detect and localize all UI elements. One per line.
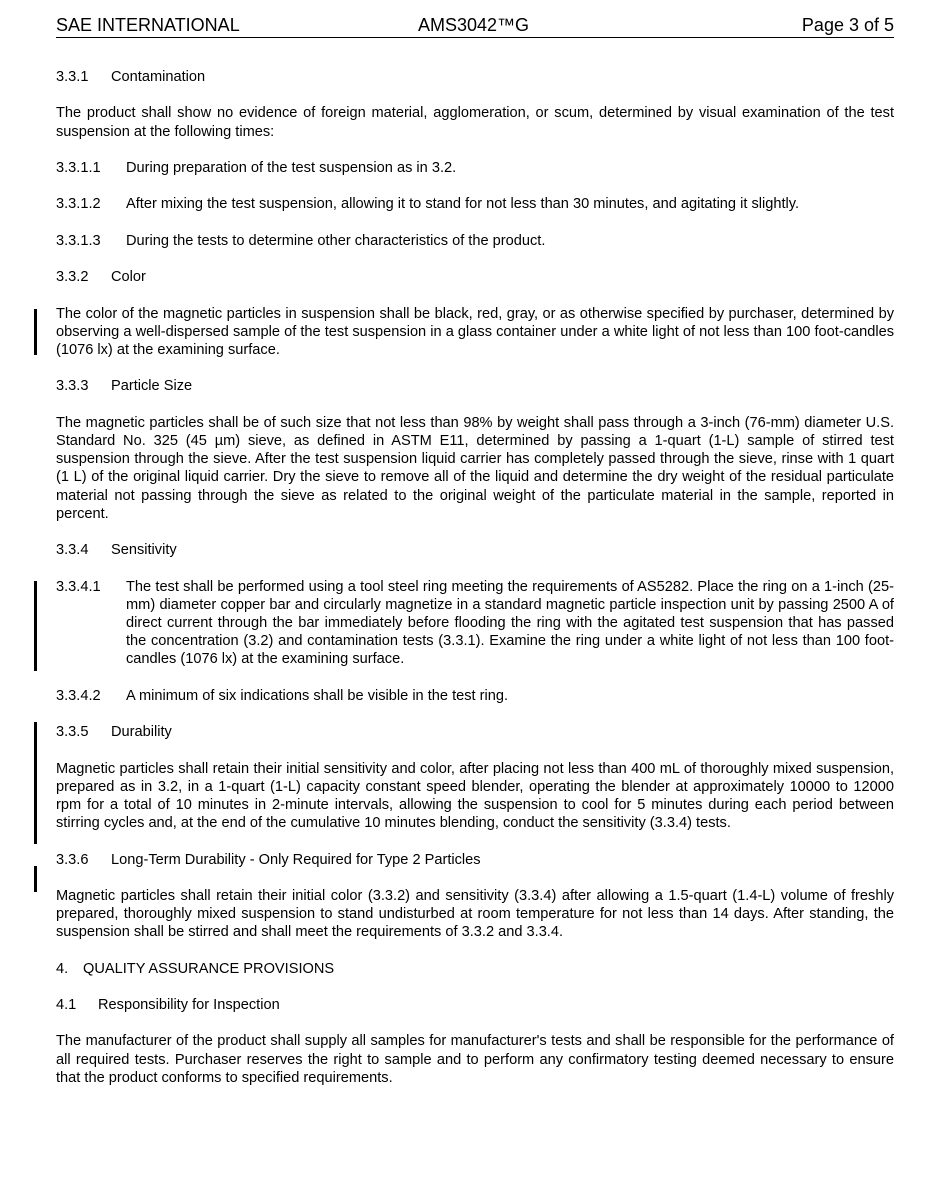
section-heading	[56, 377, 894, 395]
section-heading	[56, 268, 894, 286]
section-number: 4.1	[56, 997, 77, 1014]
list-item	[56, 687, 894, 705]
section-number: 3.3.6	[56, 851, 89, 868]
item-number: 3.3.4.2	[56, 687, 101, 704]
section-title: Responsibility for Inspection	[98, 997, 280, 1014]
section-title: Color	[111, 269, 146, 286]
section-heading	[56, 68, 894, 86]
paragraph: The magnetic particles shall be of such size that not less than 98% by weight shall pass through a 3-inch (76-mm) diameter U.S. Standard No. 325 (45 µm) sieve, as defined in ASTM E11, determined by passing a 1-quart (1-L) sample of stirred test suspension through the sieve. After the test suspension liquid carrier has completely passed through the sieve, rinse with 1 quart (1 L) of the original liquid carrier. Dry the sieve to remove all of the liquid and determine the dry weight of the residual particulate material not passing through the sieve as related to the original weight of the particulate material in the sample, reported in percent.	[56, 414, 894, 522]
section-title: Sensitivity	[111, 542, 177, 559]
section-title: Durability	[111, 724, 172, 741]
section-title: Contamination	[111, 69, 206, 85]
section-number: 3.3.3	[56, 378, 89, 395]
item-text: A minimum of six indications shall be visible in the test ring.	[126, 687, 509, 704]
section-title: Particle Size	[111, 378, 193, 395]
section-number: 4.	[56, 960, 69, 977]
page-header	[56, 15, 894, 38]
paragraph: The color of the magnetic particles in suspension shall be black, red, gray, or as otherwise specified by purchaser, determined by observing a well-dispersed sample of the test suspension in a glass container under a white light of not less than 100 foot-candles (1076 lx) at the examining surface.	[56, 305, 894, 358]
section-heading	[56, 851, 894, 869]
header-page-number: Page 3 of 5	[801, 15, 894, 35]
change-bar	[34, 309, 37, 355]
item-text: During the tests to determine other characteristics of the product.	[126, 232, 546, 249]
item-text: During preparation of the test suspension as in 3.2.	[126, 159, 457, 176]
list-item	[56, 195, 894, 213]
item-number: 3.3.4.1	[56, 578, 101, 595]
section-heading	[56, 996, 894, 1014]
paragraph: Magnetic particles shall retain their initial sensitivity and color, after placing not less than 400 mL of thoroughly mixed suspension, prepared as in 3.2, in a 1-quart (1-L) capacity constant speed blender, operating the blender at approximately 10000 to 12000 rpm for a total of 10 minutes in 2-minute intervals, allowing the suspension to cool for 5 minutes during each period between stirring cycles and, at the end of the cumulative 10 minutes blending, conduct the sensitivity (3.3.4) tests.	[56, 760, 894, 832]
header-org: SAE INTERNATIONAL	[56, 15, 240, 35]
list-item	[56, 159, 894, 177]
change-bar	[34, 866, 37, 892]
section-number: 3.3.5	[56, 724, 89, 741]
list-item	[56, 578, 894, 669]
item-number: 3.3.1.3	[56, 232, 101, 249]
list-item	[56, 232, 894, 250]
header-doc-number: AMS3042™G	[418, 15, 530, 35]
section-number: 3.3.4	[56, 542, 89, 559]
change-bar	[34, 722, 37, 844]
section-heading	[56, 541, 894, 559]
item-text: After mixing the test suspension, allowing it to stand for not less than 30 minutes, and agitating it slightly.	[126, 196, 800, 213]
paragraph: The manufacturer of the product shall supply all samples for manufacturer's tests and shall be responsible for the performance of all required tests. Purchaser reserves the right to sample and to perform any confirmatory testing deemed necessary to ensure that the product conforms to specified requirements.	[56, 1033, 894, 1086]
section-heading	[56, 960, 894, 978]
section-number: 3.3.2	[56, 269, 89, 286]
document-body	[56, 68, 894, 1105]
section-title: QUALITY ASSURANCE PROVISIONS	[83, 960, 335, 977]
change-bar	[34, 581, 37, 671]
paragraph: The product shall show no evidence of foreign material, agglomeration, or scum, determined by visual examination of the test suspension at the following times:	[56, 105, 894, 140]
item-text: The test shall be performed using a tool steel ring meeting the requirements of AS5282. Place the ring on a 1-inch (25-mm) diameter copper bar and circularly magnetize in a standard magnetic particle inspection unit by passing 2500 A of direct current through the bar immediately before flooding the ring with the agitated test suspension that has passed the concentration (3.2) and contamination tests (3.3.1). Examine the ring under a white light of not less than 100 foot-candles (1076 lx) at the examining surface.	[126, 578, 894, 668]
item-number: 3.3.1.2	[56, 196, 101, 213]
section-number: 3.3.1	[56, 69, 89, 85]
section-title: Long-Term Durability - Only Required for Type 2 Particles	[111, 851, 481, 868]
paragraph: Magnetic particles shall retain their initial color (3.3.2) and sensitivity (3.3.4) after allowing a 1.5-quart (1.4-L) volume of freshly prepared, thoroughly mixed suspension to stand undisturbed at room temperature for not less than 14 days. After standing, the suspension shall be stirred and shall meet the requirements of 3.3.2 and 3.3.4.	[56, 887, 894, 941]
item-number: 3.3.1.1	[56, 159, 101, 176]
section-heading	[56, 723, 894, 741]
